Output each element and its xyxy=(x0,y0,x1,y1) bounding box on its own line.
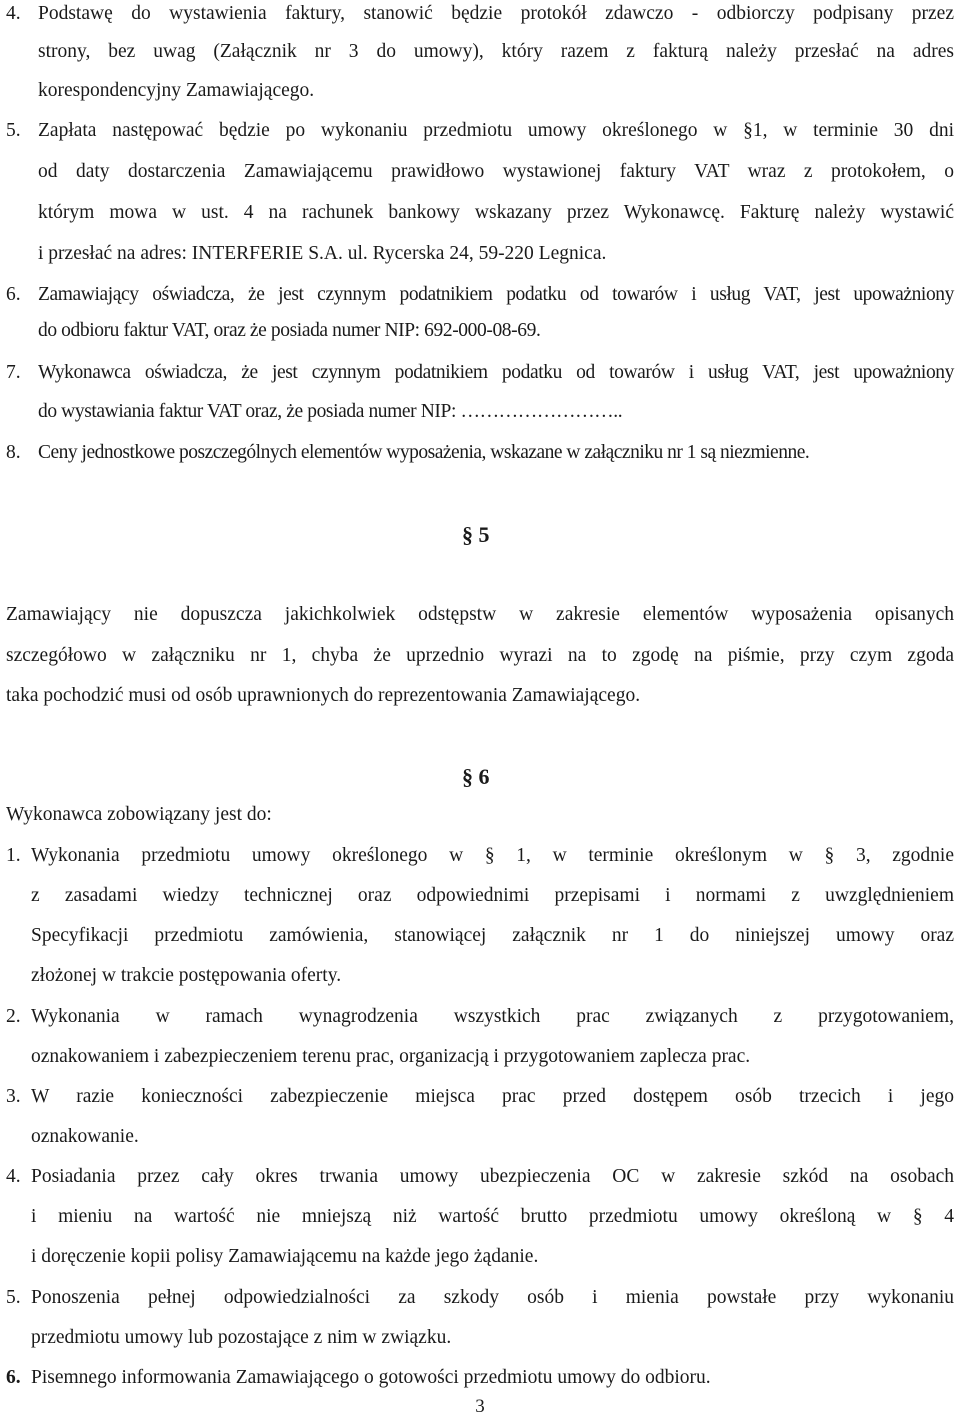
text-line: Pisemnego informowania Zamawiającego o gotowości przedmiotu umowy do odbioru. xyxy=(31,1367,711,1388)
text-line: z zasadami wiedzy technicznej oraz odpowiednimi przepisami i normami z uwzględnieniem xyxy=(31,885,954,906)
page-number: 3 xyxy=(475,1396,485,1417)
text-line: oznakowaniem i zabezpieczeniem terenu prac, organizacją i przygotowaniem zaplecza prac. xyxy=(31,1046,751,1067)
item-number: 1. xyxy=(6,845,21,866)
text-line: i przesłać na adres: INTERFERIE S.A. ul. Rycerska 24, 59-220 Legnica. xyxy=(38,243,607,264)
item-number: 4. xyxy=(6,3,21,24)
item-number: 6. xyxy=(6,1367,21,1388)
text-line: Wykonania w ramach wynagrodzenia wszystkich prac związanych z przygotowaniem, xyxy=(31,1006,954,1027)
section-heading: § 6 xyxy=(462,764,490,789)
text-line: Posiadania przez cały okres trwania umowy ubezpieczenia OC w zakresie szkód na osobach xyxy=(31,1166,954,1187)
text-line: szczegółowo w załączniku nr 1, chyba że uprzednio wyrazi na to zgodę na piśmie, przy czym zgoda xyxy=(6,645,954,666)
text-line: Zapłata następować będzie po wykonaniu przedmiotu umowy określonego w §1, w terminie 30 dni xyxy=(38,120,954,141)
item-number: 5. xyxy=(6,1287,21,1308)
text-line: Wykonawca oświadcza, że jest czynnym podatnikiem podatku od towarów i usług VAT, jest upoważniony xyxy=(38,362,954,383)
item-number: 2. xyxy=(6,1006,21,1027)
text-line: taka pochodzić musi od osób uprawnionych do reprezentowania Zamawiającego. xyxy=(6,685,641,706)
text-line: oznakowanie. xyxy=(31,1126,139,1147)
item-number: 3. xyxy=(6,1086,21,1107)
text-line: korespondencyjny Zamawiającego. xyxy=(38,80,315,101)
text-line: którym mowa w ust. 4 na rachunek bankowy wskazany przez Wykonawcę. Fakturę należy wystawić xyxy=(38,202,954,223)
item-number: 5. xyxy=(6,120,21,141)
item-number: 6. xyxy=(6,284,21,305)
text-line: Podstawę do wystawienia faktury, stanowić będzie protokół zdawczo - odbiorczy podpisany przez xyxy=(38,3,954,24)
text-line: Ceny jednostkowe poszczególnych elementów wyposażenia, wskazane w załączniku nr 1 są niezmienne. xyxy=(38,442,810,463)
text-line: i mieniu na wartość nie mniejszą niż wartość brutto przedmiotu umowy określoną w § 4 xyxy=(31,1206,954,1227)
section-heading: § 5 xyxy=(462,522,490,547)
text-line: do wystawiania faktur VAT oraz, że posiada numer NIP: …………………….. xyxy=(38,401,623,422)
text-line: Ponoszenia pełnej odpowiedzialności za szkody osób i mienia powstałe przy wykonaniu xyxy=(31,1287,954,1308)
text-line: do odbioru faktur VAT, oraz że posiada numer NIP: 692-000-08-69. xyxy=(38,320,541,341)
text-line: Wykonania przedmiotu umowy określonego w § 1, w terminie określonym w § 3, zgodnie xyxy=(31,845,954,866)
text-line: strony, bez uwag (Załącznik nr 3 do umowy), który razem z fakturą należy przesłać na adres xyxy=(38,41,954,62)
text-line: Zamawiający oświadcza, że jest czynnym podatnikiem podatku od towarów i usług VAT, jest upoważniony xyxy=(38,284,954,305)
text-line: od daty dostarczenia Zamawiającemu prawidłowo wystawionej faktury VAT wraz z protokołem, o xyxy=(38,161,954,182)
item-number: 7. xyxy=(6,362,21,383)
item-number: 8. xyxy=(6,442,21,463)
text-line: i doręczenie kopii polisy Zamawiającemu na każde jego żądanie. xyxy=(31,1246,539,1267)
section-intro: Wykonawca zobowiązany jest do: xyxy=(6,804,272,825)
text-line: Specyfikacji przedmiotu zamówienia, stanowiącej załącznik nr 1 do niniejszej umowy oraz xyxy=(31,925,954,946)
text-line: przedmiotu umowy lub pozostające z nim w związku. xyxy=(31,1327,452,1348)
text-line: W razie konieczności zabezpieczenie miejsca prac przed dostępem osób trzecich i jego xyxy=(31,1086,954,1107)
item-number: 4. xyxy=(6,1166,21,1187)
text-line: Zamawiający nie dopuszcza jakichkolwiek odstępstw w zakresie elementów wyposażenia opisanych xyxy=(6,604,954,625)
text-line: złożonej w trakcie postępowania oferty. xyxy=(31,965,342,986)
